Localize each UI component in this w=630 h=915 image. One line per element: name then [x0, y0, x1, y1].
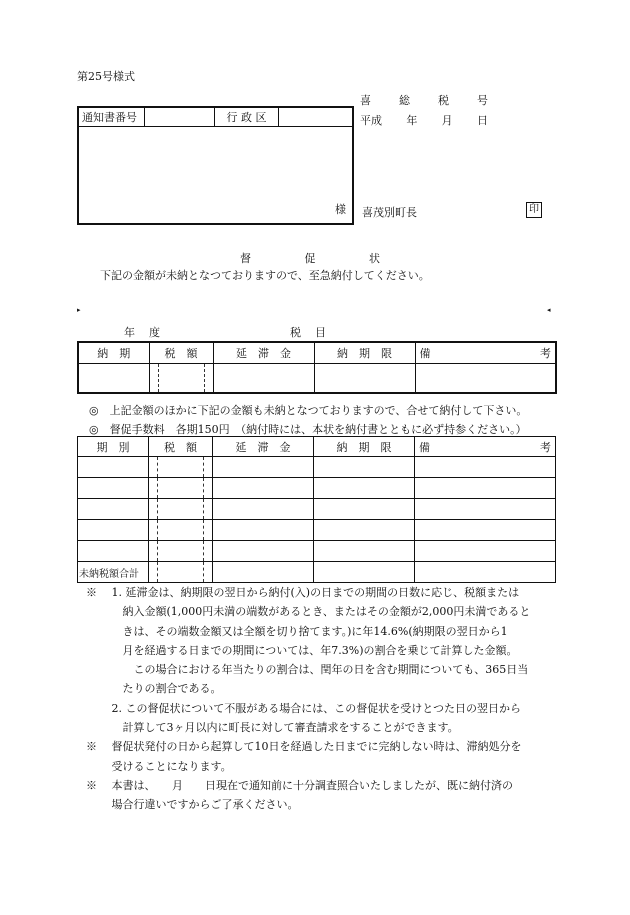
note-line: ※ 督促状発付の日から起算して10日を経過した日までに完納しない時は、滞納処分を [86, 740, 522, 754]
col-header: 税 額 [149, 342, 213, 363]
arrears-table [77, 436, 556, 583]
left-marker-icon: ▸ [77, 306, 81, 314]
table-cell[interactable] [149, 457, 213, 478]
tax-item-label [290, 324, 326, 340]
table-cell[interactable] [213, 457, 314, 478]
date-part: 日 [476, 114, 488, 127]
remarks-char: 考 [540, 346, 551, 360]
address-box [77, 106, 354, 225]
table-cell[interactable] [149, 562, 213, 583]
table-cell[interactable] [149, 541, 213, 562]
table-cell[interactable] [78, 499, 149, 520]
sama-honorific: 様 [335, 203, 346, 216]
notes [86, 583, 556, 815]
table-cell[interactable] [213, 541, 314, 562]
col-header: 納 期 [78, 342, 149, 363]
table-cell[interactable] [149, 478, 213, 499]
title-char: 督 [240, 252, 251, 265]
address-box-header [79, 108, 352, 127]
table-cell[interactable] [149, 363, 213, 393]
table-cell[interactable] [78, 541, 149, 562]
note-line: きは、その端数金額又は全額を切り捨てます。)に年14.6%(納期限の翌日から1 [86, 624, 508, 638]
table-cell[interactable] [314, 562, 415, 583]
col-header: 延 滞 金 [213, 437, 314, 457]
table-cell[interactable] [415, 363, 556, 393]
table-row [78, 457, 556, 478]
remarks-char: 考 [540, 440, 551, 454]
seal-mark: 印 [526, 202, 542, 218]
title-char: 促 [304, 252, 316, 265]
header-info [360, 90, 510, 130]
table-row [78, 541, 556, 562]
doc-code-part: 喜 [360, 94, 371, 107]
col-header: 納 期 限 [314, 437, 415, 457]
table-row [78, 363, 556, 393]
table-cell[interactable] [314, 541, 415, 562]
date-part: 平成 [360, 114, 382, 127]
doc-code-row [360, 90, 488, 110]
doc-code-part: 税 [438, 94, 449, 107]
current-tax-table [77, 341, 557, 394]
table-cell[interactable] [213, 562, 314, 583]
district-field[interactable] [279, 108, 352, 126]
date-part: 月 [441, 114, 453, 127]
tax-label-char: 税 [290, 326, 301, 339]
total-row [78, 562, 556, 583]
year-label-char: 度 [149, 326, 160, 339]
table-cell[interactable] [213, 478, 314, 499]
mayor-name: 喜茂別町長 [362, 206, 417, 219]
note-line: たりの割合である。 [86, 682, 222, 696]
table-cell[interactable] [314, 478, 415, 499]
date-part: 年 [406, 114, 418, 127]
notice-number-field[interactable] [145, 108, 215, 126]
table-cell[interactable] [415, 478, 556, 499]
notice-number-label: 通知書番号 [79, 108, 145, 126]
table-cell[interactable] [78, 520, 149, 541]
notes-top [89, 401, 527, 439]
note-line: 受けることになります。 [86, 759, 232, 773]
table-cell[interactable] [314, 520, 415, 541]
form-number: 第25号様式 [77, 70, 135, 83]
table-cell[interactable] [78, 363, 149, 393]
table-header-row [78, 342, 556, 363]
table-row [78, 520, 556, 541]
note-line: ※ 本書は、 月 日現在で通知前に十分調査照合いたしましたが、既に納付済の [86, 778, 513, 792]
note-line: 計算して3ヶ月以内に町長に対して審査請求をすることができます。 [86, 721, 459, 735]
total-label: 未納税額合計 [78, 562, 149, 583]
note-line: この場合における年当たりの割合は、閏年の日を含む期間についても、365日当 [86, 663, 529, 677]
year-label-char: 年 [124, 326, 135, 339]
table-cell[interactable] [78, 457, 149, 478]
col-header: 延 滞 金 [213, 342, 314, 363]
remarks-char: 備 [419, 440, 430, 454]
table-cell[interactable] [415, 499, 556, 520]
table-cell[interactable] [213, 520, 314, 541]
title-char: 状 [369, 252, 380, 265]
table-cell[interactable] [314, 499, 415, 520]
table-cell[interactable] [78, 478, 149, 499]
note-line: ◎ 上記金額のほかに下記の金額も未納となつておりますので、合せて納付して下さい。 [89, 404, 528, 417]
date-row [360, 110, 488, 130]
table-cell[interactable] [415, 520, 556, 541]
year-label [124, 324, 160, 340]
lead-text: 下記の金額が未納となつておりますので、至急納付してください。 [100, 269, 430, 282]
note-line: 2. この督促状について不服がある場合には、この督促状を受けとつた日の翌日から [86, 701, 522, 715]
col-header: 税 額 [149, 437, 213, 457]
note-line: ※ 1. 延滞金は、納期限の翌日から納付(入)の日までの期間の日数に応じ、税額または [86, 586, 520, 599]
doc-code-part: 総 [399, 94, 410, 107]
col-header: 納 期 限 [314, 342, 415, 363]
right-marker-icon: ◂ [547, 306, 551, 314]
table-cell[interactable] [415, 457, 556, 478]
table-cell[interactable] [415, 562, 556, 583]
table-cell[interactable] [149, 499, 213, 520]
note-line: 場合行違いですからご了承ください。 [86, 798, 299, 812]
table-cell[interactable] [149, 520, 213, 541]
col-header-remarks [415, 342, 556, 363]
note-line: ◎ 督促手数料 各期150円 （納付時には、本状を納付書とともに必ず持参ください。） [89, 423, 527, 436]
col-header-remarks [415, 437, 556, 457]
remarks-char: 備 [419, 346, 431, 360]
table-cell[interactable] [213, 363, 314, 393]
note-line: 月を経過する日までの期間については、年7.3%)の割合を乗じて計算した金額。 [86, 643, 518, 657]
col-header: 期 別 [78, 437, 149, 457]
table-row [78, 478, 556, 499]
tax-label-char: 目 [315, 326, 326, 339]
table-row [78, 499, 556, 520]
table-cell[interactable] [314, 363, 415, 393]
table-cell[interactable] [415, 541, 556, 562]
table-header-row [78, 437, 556, 457]
district-label: 行 政 区 [215, 108, 279, 126]
table-cell[interactable] [213, 499, 314, 520]
doc-code-part: 号 [477, 94, 488, 107]
document-title [240, 250, 380, 266]
table-cell[interactable] [314, 457, 415, 478]
note-line: 納入金額(1,000円未満の端数があるとき、またはその金額が2,000円未満であると [86, 605, 531, 619]
